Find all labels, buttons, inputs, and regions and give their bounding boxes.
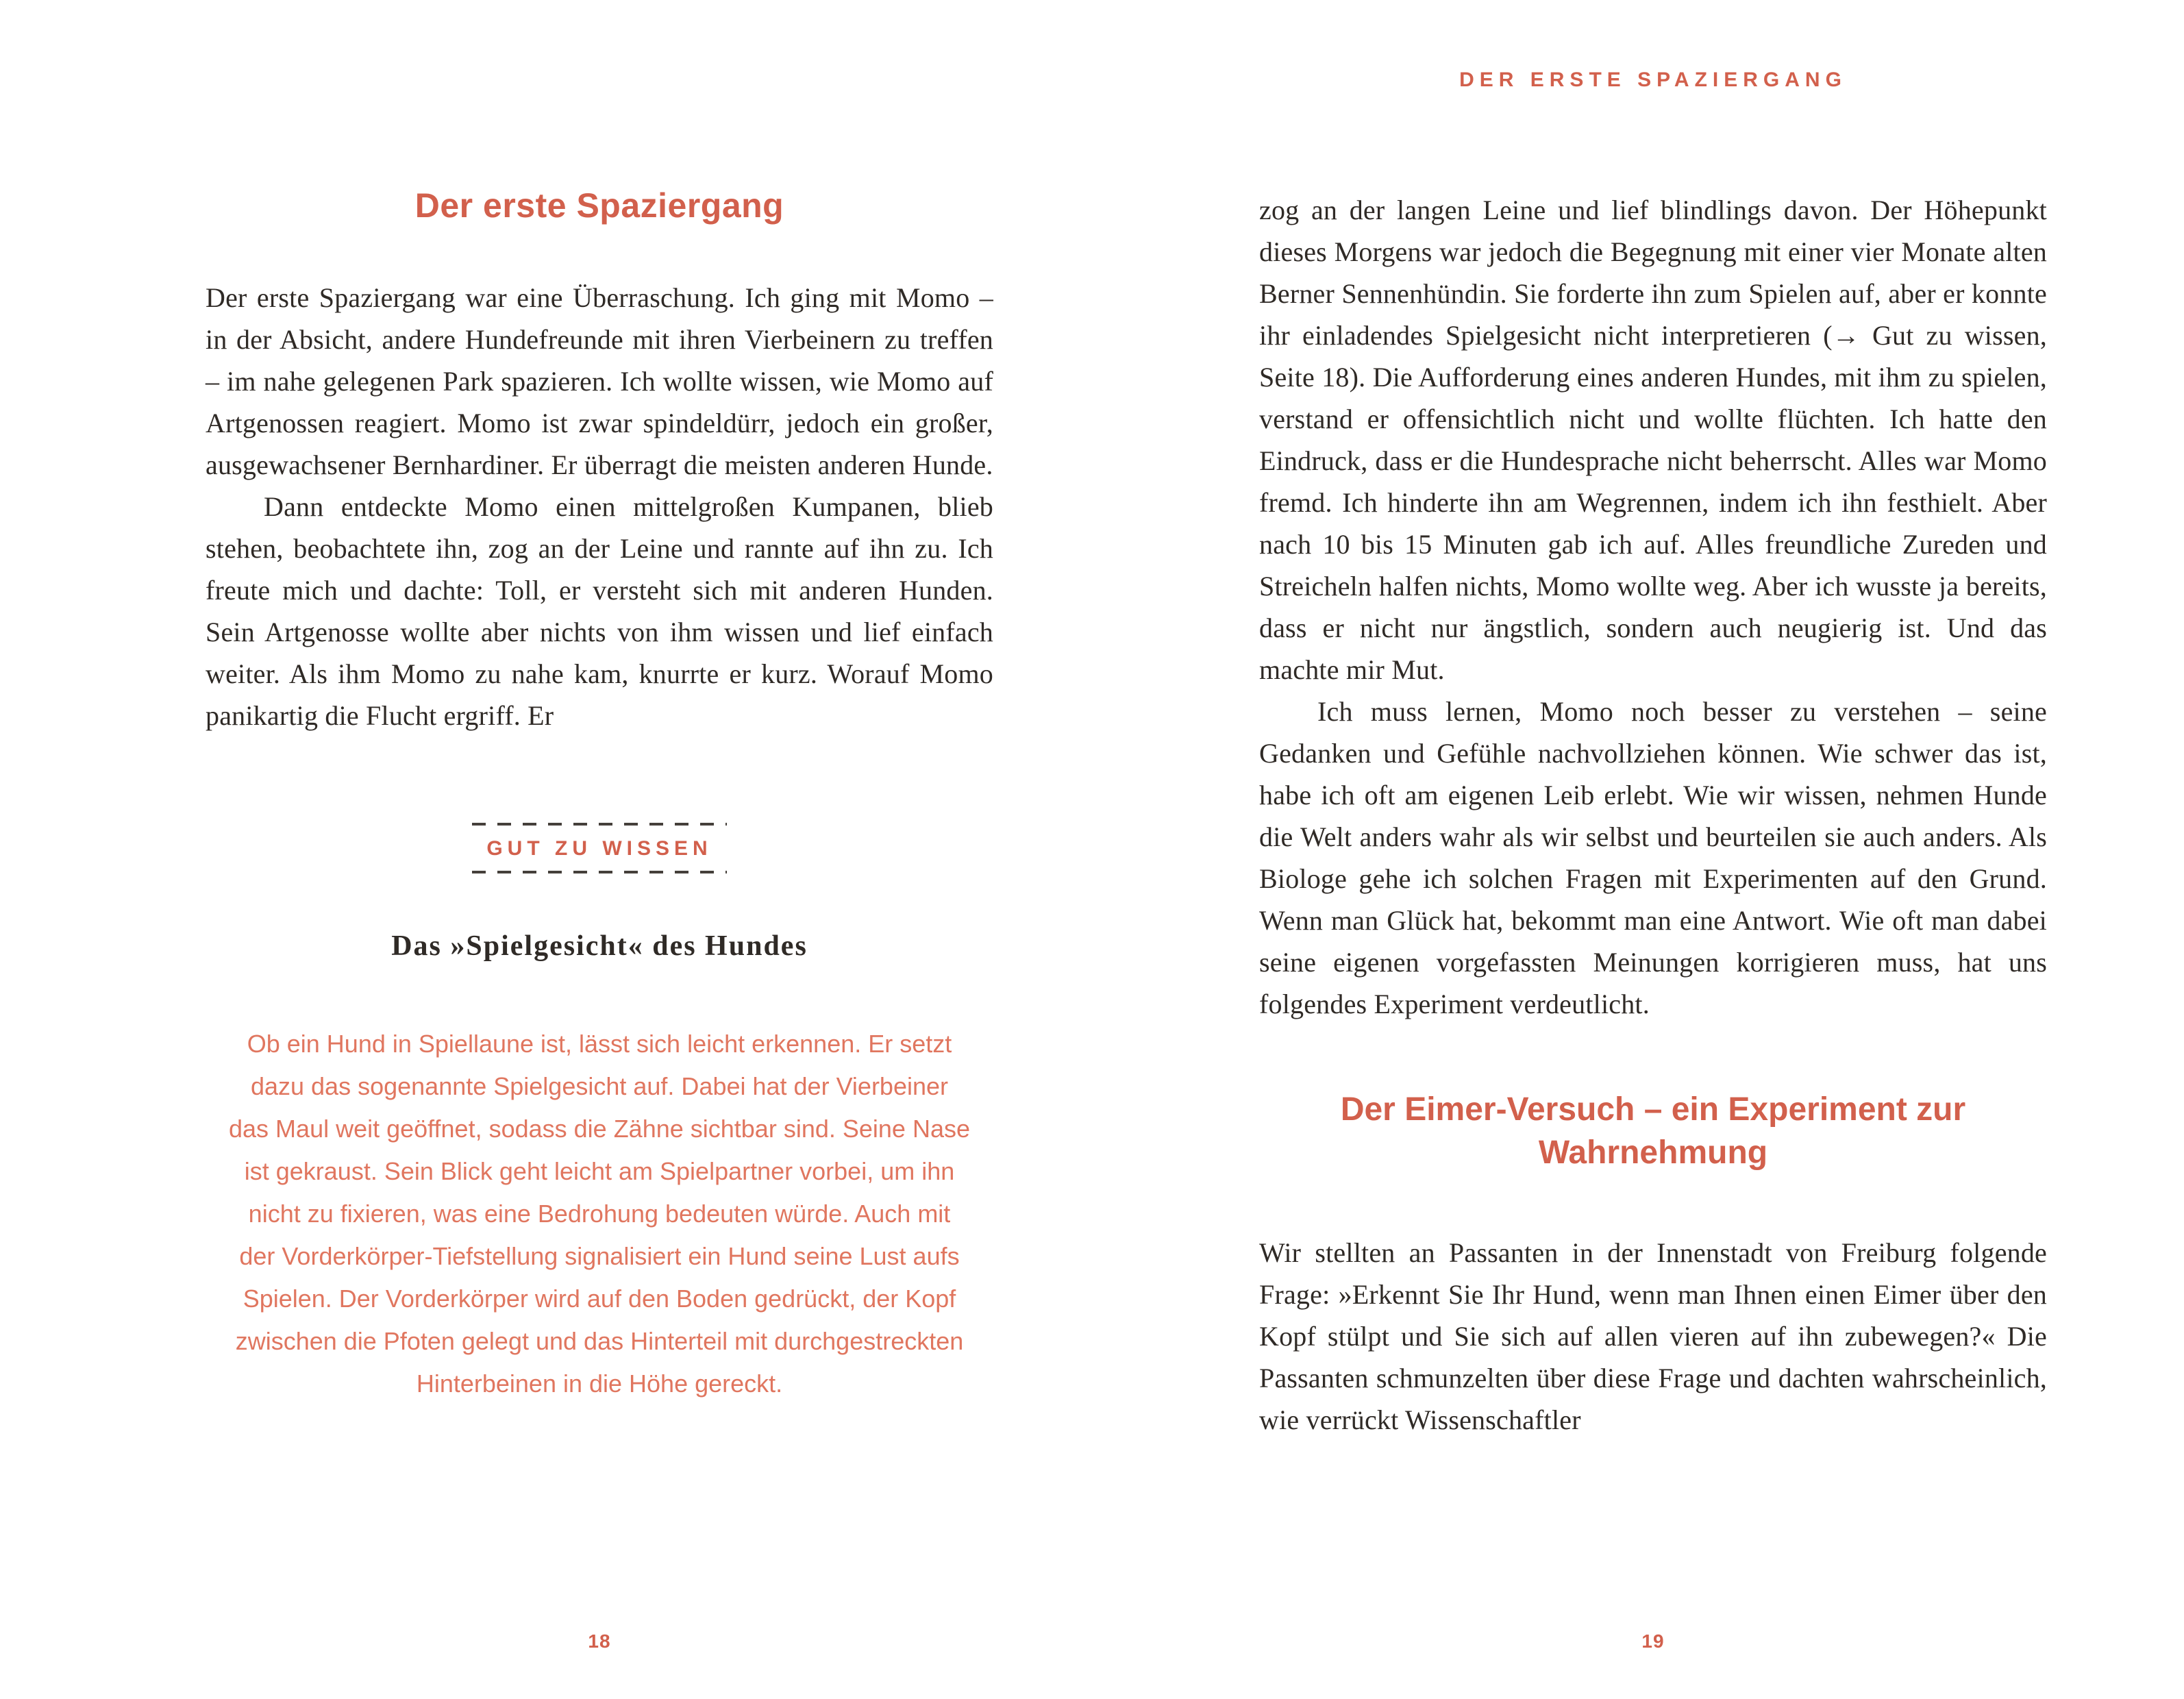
body-paragraph: Wir stellten an Passanten in der Innenstadt von Freiburg folgende Frage: »Erkennt Sie Ihr Hund, wenn man Ihnen einen Eimer über den Kopf stülpt und Sie sich auf allen vieren auf ihn zubewegen?« Die Passanten schmunzelten über diese Frage und dachten wahrscheinlich, wie verrückt Wissenschaftler bbox=[1259, 1237, 2047, 1435]
left-page bbox=[206, 0, 993, 1699]
body-paragraph: Ich muss lernen, Momo noch besser zu verstehen – seine Gedanken und Gefühle nachvollziehen können. Wie schwer das ist, habe ich oft am eigenen Leib erlebt. Wie wir wissen, nehmen Hunde die Welt anders wahr als wir selbst und beurteilen sie auch anders. Als Biologe gehe ich solchen Fragen mit Experimenten auf den Grund. Wenn man Glück hat, bekommt man eine Antwort. Wie oft man dabei seine eigenen vorgefassten Meinungen korrigieren muss, hat uns folgendes Experiment verdeutlicht. bbox=[1259, 696, 2047, 1019]
body-paragraph: Dann entdeckte Momo einen mittelgroßen Kumpanen, blieb stehen, beobachtete ihn, zog an der Leine und rannte auf ihn zu. Ich freute mich und dachte: Toll, er versteht sich mit anderen Hunden. Sein Artgenosse wollte aber nichts von ihm wissen und lief einfach weiter. Als ihm Momo zu nahe kam, knurrte er kurz. Worauf Momo panikartig die Flucht ergriff. Er bbox=[206, 491, 993, 731]
body-paragraph: zog an der langen Leine und lief blindlings davon. Der Höhepunkt dieses Morgens war jedoch die Begegnung mit einer vier Monate alten Berner Sennenhündin. Sie forderte ihn zum Spielen auf, aber er konnte ihr einladendes Spielgesicht nicht interpretieren (→ Gut zu wissen, Seite 18). Die Aufforderung eines anderen Hundes, mit ihm zu spielen, verstand er offensichtlich nicht und wollte flüchten. Ich hatte den Eindruck, dass er die Hundesprache nicht beherrscht. Alles war Momo fremd. Ich hinderte ihn am Wegrennen, indem ich ihn festhielt. Aber nach 10 bis 15 Minuten gab ich auf. Alles freundliche Zureden und Streicheln halfen nichts, Momo wollte weg. Aber ich wusste ja bereits, dass er nicht nur ängstlich, sondern auch neugierig ist. Und das machte mir Mut. bbox=[1259, 195, 2047, 685]
info-box-heading: Das »Spielgesicht« des Hundes bbox=[391, 930, 808, 962]
page-number-right: 19 bbox=[1641, 1630, 1665, 1652]
right-page bbox=[1259, 0, 2047, 1699]
info-box-kicker bbox=[472, 823, 727, 873]
running-header: DER ERSTE SPAZIERGANG bbox=[1459, 69, 1847, 91]
page-number-left: 18 bbox=[588, 1630, 611, 1652]
body-paragraph: Der erste Spaziergang war eine Überraschung. Ich ging mit Momo – in der Absicht, andere Hundefreunde mit ihren Vierbeinern zu treffen – im nahe gelegenen Park spazieren. Ich wollte wissen, wie Momo auf Artgenossen reagiert. Momo ist zwar spindeldürr, jedoch ein großer, ausgewachsener Bernhardiner. Er überragt die meisten anderen Hunde. bbox=[206, 282, 993, 480]
chapter-title: Der erste Spaziergang bbox=[414, 186, 784, 225]
section-heading: Der Eimer-Versuch – ein Experiment zur Wahrnehmung bbox=[1340, 1091, 1966, 1171]
info-box-kicker-label: GUT ZU WISSEN bbox=[486, 837, 712, 860]
dashed-divider-bottom bbox=[472, 871, 727, 873]
info-box-body: Ob ein Hund in Spiellaune ist, lässt sich leicht erkennen. Er setzt dazu das sogenannte Spielgesicht auf. Dabei hat der Vierbeiner das Maul weit geöffnet, sodass die Zähne sichtbar sind. Seine Nase ist gekraust. Sein Blick geht leicht am Spielpartner vorbei, um ihn nicht zu fixieren, was eine Bedrohung bedeuten würde. Auch mit der Vorderkörper-Tiefstellung signalisiert ein Hund seine Lust aufs Spielen. Der Vorderkörper wird auf den Boden gedrückt, der Kopf zwischen die Pfoten gelegt und das Hinterteil mit durchgestreckten Hinterbeinen in die Höhe gereckt. bbox=[229, 1030, 970, 1398]
